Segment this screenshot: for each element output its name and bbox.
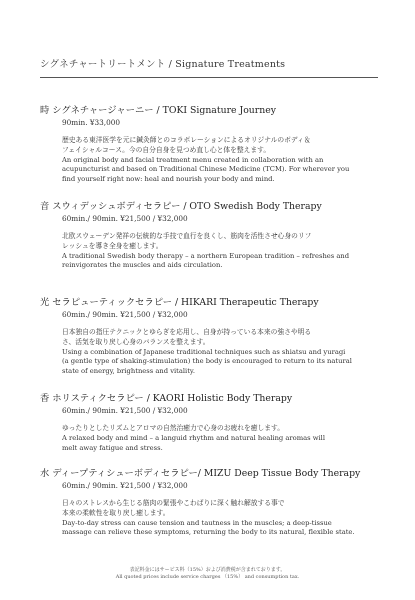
description-line: find yourself right now: heal and nourish your body and mind. <box>62 175 275 184</box>
treatment-description <box>62 499 382 538</box>
treatment-price: 60min./ 90min. ¥21,500 / ¥32,000 <box>62 481 188 490</box>
description-line: reinvigorates the muscles and aids circulation. <box>62 261 223 270</box>
description-line: ゆったりとしたリズムとアロマの自然治癒力で心身のお疲れを癒します。 <box>62 424 285 432</box>
footnote-english: All quoted prices include service charges （15%） and consumption tax. <box>115 574 300 580</box>
description-line: 日々のストレスから生じる筋肉の緊張やこわばりに深く触れ解放する事で <box>62 499 285 507</box>
description-line: レッシュを導き全身を癒します。 <box>62 241 163 250</box>
treatment-description <box>62 136 382 185</box>
treatment-hikari <box>40 294 385 377</box>
description-line: 本来の柔軟性を取り戻し癒します。 <box>62 508 170 517</box>
treatment-price: 60min./ 90min. ¥21,500 / ¥32,000 <box>62 310 188 319</box>
description-line: An original body and facial treatment menu created in collaboration with an <box>62 155 324 164</box>
treatment-oto <box>40 198 385 271</box>
description-line: A traditional Swedish body therapy – a northern European tradition – refreshes and <box>62 251 350 260</box>
treatment-title: 光 セラピューティックセラピー / HIKARI Therapeutic Therapy <box>40 297 319 308</box>
treatment-title: 音 スウィデッシュボディセラピー / OTO Swedish Body Therapy <box>40 201 322 212</box>
treatment-price: 60min./ 90min. ¥21,500 / ¥32,000 <box>62 214 188 223</box>
description-line: Using a combination of Japanese traditional techniques such as shiatsu and yuragi <box>62 347 346 356</box>
description-line: A relaxed body and mind – a languid rhythm and natural healing aromas will <box>62 433 326 442</box>
treatment-title: 水 ディープティシューボディセラピー/ MIZU Deep Tissue Body Therapy <box>40 468 361 479</box>
treatment-kaori <box>40 390 385 453</box>
footnote-japanese: 表記料金にはサービス料（15%）および消費税が含まれております。 <box>129 567 286 573</box>
treatment-mizu <box>40 465 385 538</box>
description-line: massage can relieve these symptoms, returning the body to its natural, flexible state. <box>62 528 355 537</box>
description-line: フェイシャルコース。今の自分自身を見つめ直し心と体を整えます。 <box>62 145 271 154</box>
treatment-title: 時 シグネチャージャーニー / TOKI Signature Journey <box>40 105 276 116</box>
description-line: Day-to-day stress can cause tension and tautness in the muscles; a deep-tissue <box>62 518 332 527</box>
description-line: 北欧スウェーデン発祥の伝統的な手技で血行を良くし、筋肉を活性させ心身のリフ <box>62 232 312 240</box>
treatment-price: 90min. ¥33,000 <box>62 118 121 127</box>
description-line: さ、活気を取り戻し心身のバランスを整えます。 <box>62 337 210 346</box>
treatment-toki <box>40 102 385 185</box>
description-line: 歴史ある東洋医学を元に鍼灸師とのコラボレーションによるオリジナルのボディ＆ <box>62 136 311 144</box>
description-line: 日本独自の指圧テクニックとゆらぎを応用し、自身が持っている本来の強さや明る <box>62 328 312 336</box>
treatment-price: 60min./ 90min. ¥21,500 / ¥32,000 <box>62 406 188 415</box>
price-footnote <box>0 567 415 581</box>
description-line: state of energy, brightness and vitality. <box>62 367 195 376</box>
treatment-description <box>62 232 382 271</box>
header-divider <box>40 77 378 78</box>
treatment-description <box>62 424 382 453</box>
page-title: シグネチャートリートメント / Signature Treatments <box>40 59 286 70</box>
description-line: (a gentle type of shaking-stimulation) the body is encouraged to return to its natural <box>62 357 352 366</box>
treatment-description <box>62 328 382 377</box>
description-line: acupuncturist and based on Traditional Chinese Medicine (TCM). For wherever you <box>62 165 350 174</box>
description-line: melt away fatigue and stress. <box>62 443 163 452</box>
treatment-title: 香 ホリスティクセラピー / KAORI Holistic Body Therapy <box>40 393 293 404</box>
